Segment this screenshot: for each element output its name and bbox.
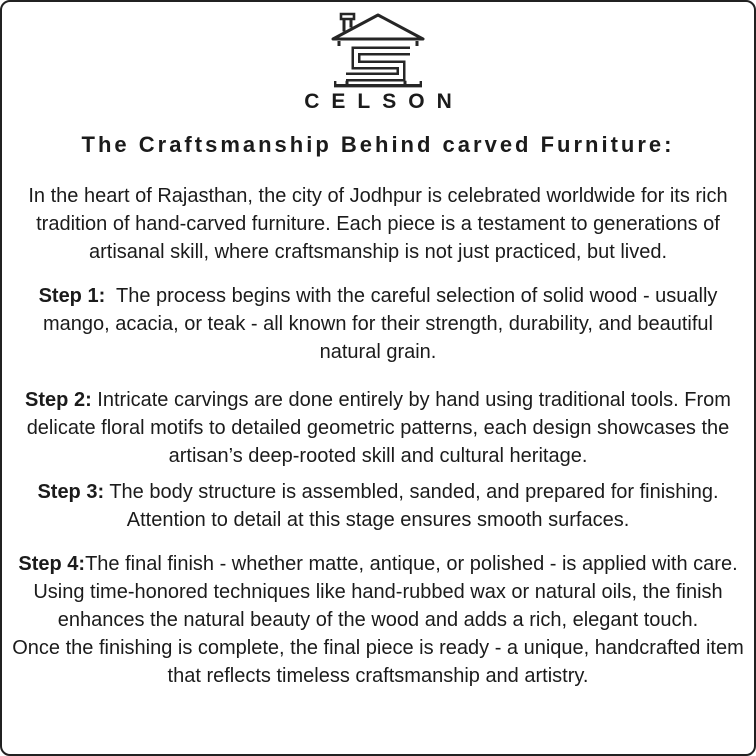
step-3-label: Step 3: xyxy=(37,481,105,503)
step-2-paragraph xyxy=(12,386,744,470)
brand-name: CELSON xyxy=(304,90,464,113)
step-3-text: The body structure is assembled, sanded, and prepared for finishing. Attention to detail at this stage ensures smooth surfaces. xyxy=(104,481,724,531)
house-with-s-monogram-icon xyxy=(330,10,426,88)
intro-paragraph xyxy=(12,182,744,266)
step-3-paragraph xyxy=(12,478,744,534)
step-2-label: Step 2: xyxy=(25,389,92,411)
brand-logo xyxy=(12,10,744,88)
step-1-label: Step 1: xyxy=(38,285,106,307)
step-1-paragraph xyxy=(12,282,744,366)
step-1-text: The process begins with the careful selection of solid wood - usually mango, acacia, or teak - all known for their strength, durability, and beautiful natural grain. xyxy=(43,285,723,363)
step-4-label: Step 4: xyxy=(18,553,86,575)
step-4-text: The final finish - whether matte, antique, or polished - is applied with care. Using time-honored techniques like hand-rubbed wax or natural oils, the finish enhances the natural beauty of the wood and adds a rich, elegant touch. xyxy=(33,553,744,631)
paragraph-text: In the heart of Rajasthan, the city of Jodhpur is celebrated worldwide for its rich tradition of hand-carved furniture. Each piece is a testament to generations of artisanal skill, where craftsmanship is not just practiced, but lived. xyxy=(28,185,734,263)
step-4-paragraph xyxy=(12,550,744,634)
paragraph-text: Once the finishing is complete, the final piece is ready - a unique, handcrafted item that reflects timeless craftsmanship and artistry. xyxy=(12,637,750,687)
closing-paragraph xyxy=(12,634,750,690)
article-title: The Craftsmanship Behind carved Furniture: xyxy=(81,132,675,157)
step-2-text: Intricate carvings are done entirely by hand using traditional tools. From delicate floral motifs to detailed geometric patterns, each design showcases the artisan’s deep-rooted skill and cultural heritage. xyxy=(26,389,737,467)
